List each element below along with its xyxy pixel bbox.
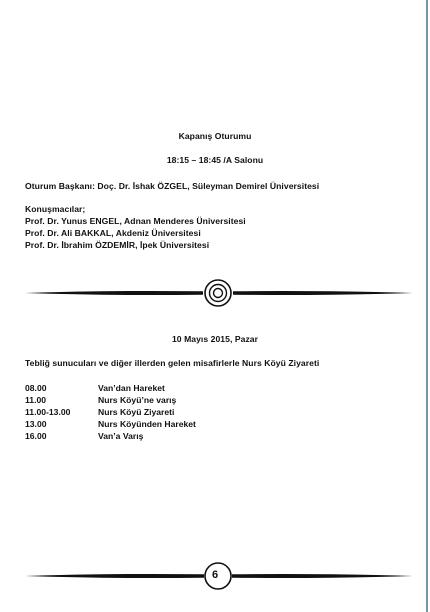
day-date: 10 Mayıs 2015, Pazar — [171, 334, 259, 344]
session-time: 18:15 – 18:45 /A Salonu — [166, 155, 264, 165]
session-chair: Oturum Başkanı: Doç. Dr. İshak ÖZGEL, Süleyman Demirel Üniversitesi — [25, 181, 320, 191]
session-title: Kapanış Oturumu — [178, 131, 252, 141]
speaker-item: Prof. Dr. İbrahim ÖZDEMİR, İpek Üniversitesi — [25, 240, 210, 250]
schedule-time: 11.00 — [25, 395, 47, 405]
schedule-desc: Nurs Köyü’ne varış — [98, 395, 177, 405]
schedule-desc: Nurs Köyünden Hareket — [98, 419, 196, 429]
schedule-desc: Van’dan Hareket — [98, 383, 165, 393]
schedule-time: 16.00 — [25, 431, 47, 441]
schedule-time: 08.00 — [25, 383, 47, 393]
page-number: 6 — [211, 569, 219, 581]
speakers-heading: Konuşmacılar; — [25, 204, 86, 214]
speaker-item: Prof. Dr. Ali BAKKAL, Akdeniz Üniversitesi — [25, 228, 201, 238]
schedule-time: 13.00 — [25, 419, 47, 429]
speaker-item: Prof. Dr. Yunus ENGEL, Adnan Menderes Üniversitesi — [25, 216, 246, 226]
day-intro: Tebliğ sunucuları ve diğer illerden gelen misafirlerle Nurs Köyü Ziyareti — [25, 358, 320, 368]
schedule-desc: Van’a Varış — [98, 431, 144, 441]
concentric-circle-icon — [205, 280, 231, 306]
schedule-time: 11.00-13.00 — [25, 407, 71, 417]
schedule-desc: Nurs Köyü Ziyareti — [98, 407, 175, 417]
ornamental-divider — [0, 278, 430, 308]
